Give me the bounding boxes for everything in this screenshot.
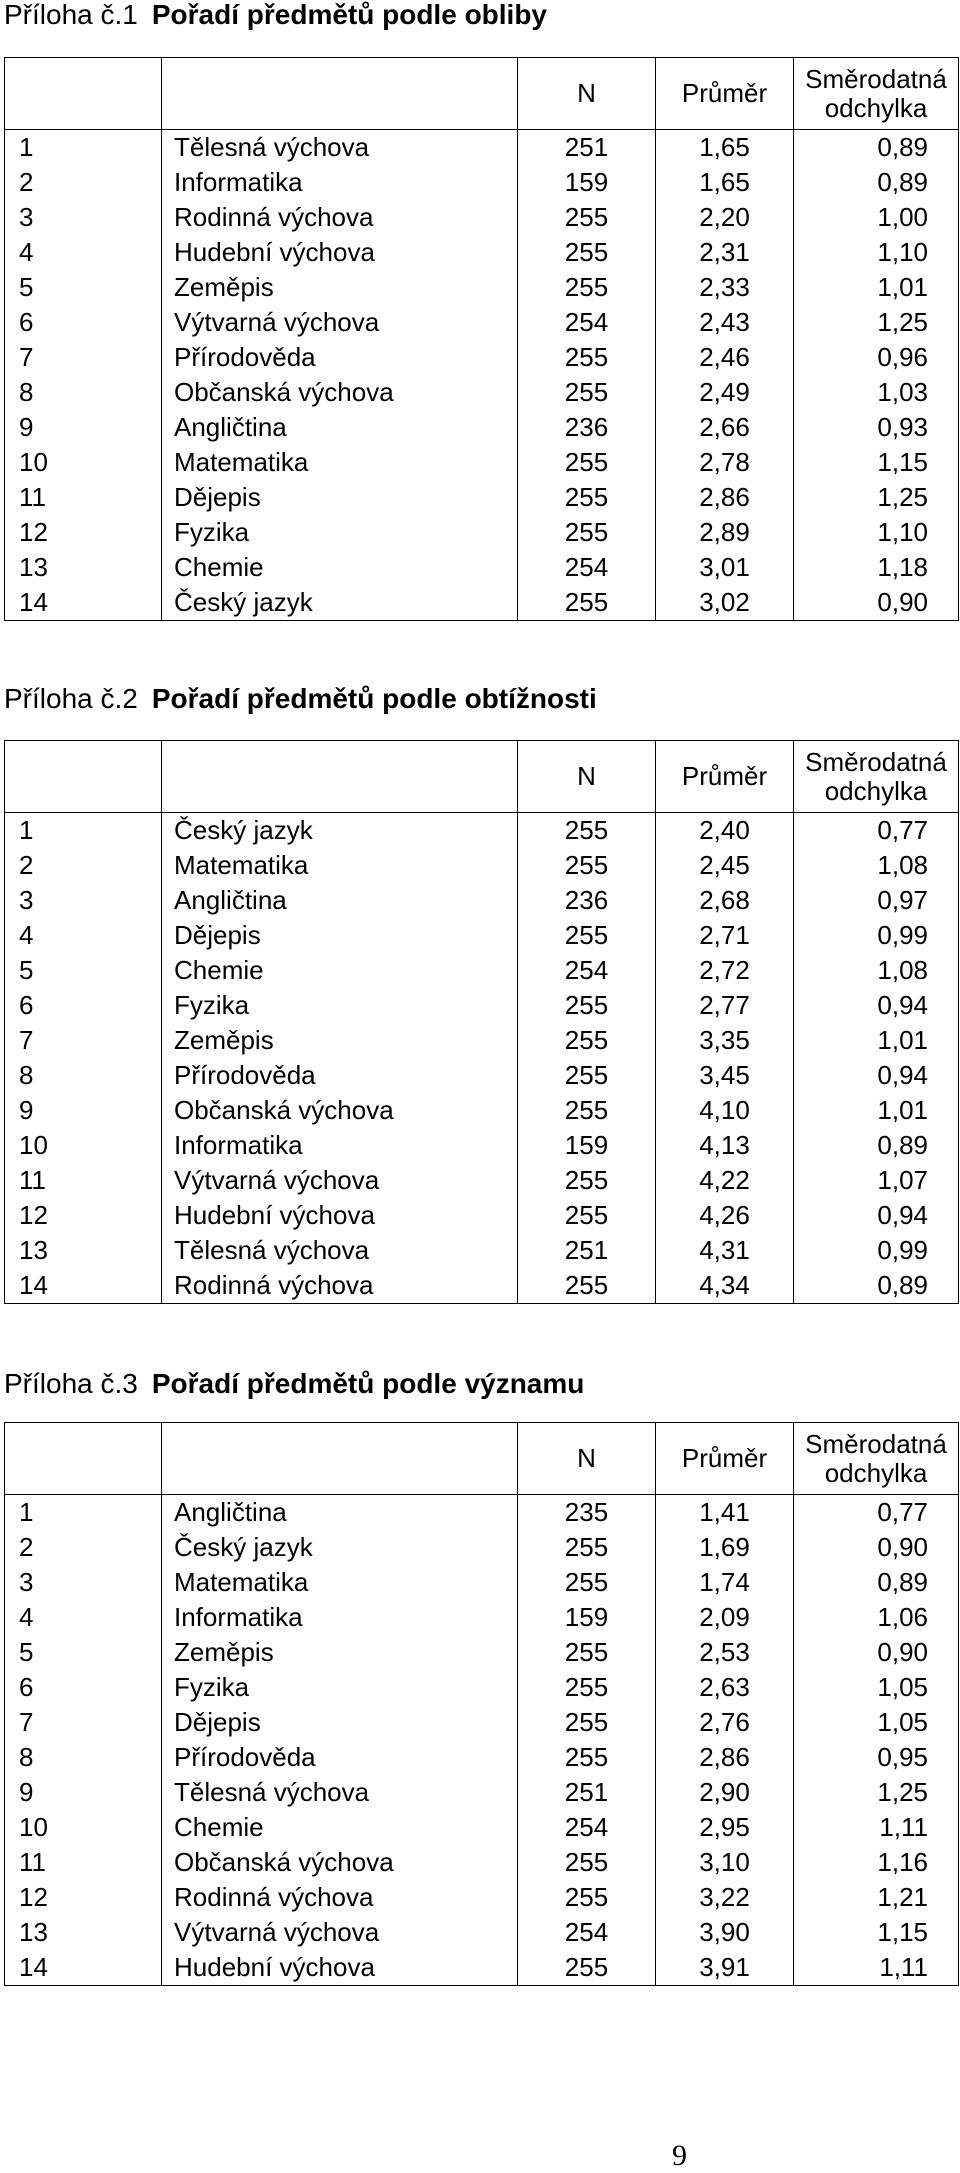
- sd-cell: 1,01: [794, 270, 959, 305]
- mean-cell: 2,40: [656, 813, 794, 849]
- rank-cell: 5: [5, 953, 162, 988]
- table-row: [5, 585, 959, 621]
- subject-cell: Chemie: [162, 953, 518, 988]
- sd-cell: 1,25: [794, 480, 959, 515]
- table-header-row: [5, 58, 959, 130]
- sd-cell: 1,05: [794, 1705, 959, 1740]
- n-cell: 255: [518, 1845, 656, 1880]
- n-cell: 251: [518, 130, 656, 166]
- table-row: [5, 1880, 959, 1915]
- mean-cell: 1,69: [656, 1530, 794, 1565]
- sd-cell: 0,77: [794, 813, 959, 849]
- n-cell: 254: [518, 550, 656, 585]
- table-row: [5, 235, 959, 270]
- mean-cell: 2,72: [656, 953, 794, 988]
- table-header-row: [5, 741, 959, 813]
- rank-cell: 4: [5, 235, 162, 270]
- section-heading: Pořadí předmětů podle obtížnosti: [151, 683, 597, 714]
- sd-cell: 1,18: [794, 550, 959, 585]
- sd-cell: 0,89: [794, 1268, 959, 1304]
- sd-cell: 0,94: [794, 1198, 959, 1233]
- n-cell: 159: [518, 165, 656, 200]
- mean-cell: 4,26: [656, 1198, 794, 1233]
- n-cell: 255: [518, 1268, 656, 1304]
- sd-cell: 0,89: [794, 165, 959, 200]
- page-number: 9: [672, 2139, 687, 2172]
- sd-cell: 1,10: [794, 515, 959, 550]
- rank-cell: 1: [5, 1495, 162, 1531]
- mean-cell: 2,86: [656, 480, 794, 515]
- header-n: N: [518, 1423, 656, 1495]
- subject-cell: Tělesná výchova: [162, 1233, 518, 1268]
- n-cell: 255: [518, 515, 656, 550]
- rank-cell: 7: [5, 1023, 162, 1058]
- rank-cell: 12: [5, 1198, 162, 1233]
- subject-cell: Český jazyk: [162, 813, 518, 849]
- subject-cell: Angličtina: [162, 1495, 518, 1531]
- mean-cell: 2,31: [656, 235, 794, 270]
- header-sd-line1: Směrodatná: [805, 746, 947, 777]
- table-row: [5, 1565, 959, 1600]
- sd-cell: 0,99: [794, 918, 959, 953]
- sd-cell: 0,95: [794, 1740, 959, 1775]
- subject-cell: Zeměpis: [162, 1635, 518, 1670]
- rank-cell: 14: [5, 1950, 162, 1986]
- subject-cell: Hudební výchova: [162, 1950, 518, 1986]
- n-cell: 255: [518, 1705, 656, 1740]
- table-row: [5, 1845, 959, 1880]
- table-row: [5, 1268, 959, 1304]
- table-row: [5, 1740, 959, 1775]
- mean-cell: 2,09: [656, 1600, 794, 1635]
- n-cell: 255: [518, 585, 656, 621]
- rank-cell: 10: [5, 1810, 162, 1845]
- mean-cell: 3,90: [656, 1915, 794, 1950]
- table-row: [5, 515, 959, 550]
- n-cell: 255: [518, 340, 656, 375]
- subject-cell: Informatika: [162, 1128, 518, 1163]
- subject-cell: Výtvarná výchova: [162, 305, 518, 340]
- sd-cell: 1,15: [794, 1915, 959, 1950]
- section-title-2: [4, 682, 597, 716]
- rank-cell: 3: [5, 883, 162, 918]
- subject-cell: Rodinná výchova: [162, 200, 518, 235]
- mean-cell: 4,34: [656, 1268, 794, 1304]
- subject-cell: Hudební výchova: [162, 1198, 518, 1233]
- n-cell: 236: [518, 410, 656, 445]
- rank-cell: 13: [5, 1915, 162, 1950]
- n-cell: 255: [518, 270, 656, 305]
- table-row: [5, 550, 959, 585]
- n-cell: 159: [518, 1600, 656, 1635]
- n-cell: 235: [518, 1495, 656, 1531]
- table-row: [5, 1705, 959, 1740]
- mean-cell: 2,86: [656, 1740, 794, 1775]
- header-n: N: [518, 58, 656, 130]
- sd-cell: 0,94: [794, 1058, 959, 1093]
- table-row: [5, 375, 959, 410]
- subject-cell: Český jazyk: [162, 585, 518, 621]
- sd-cell: 1,05: [794, 1670, 959, 1705]
- appendix-label: Příloha č.3: [4, 1368, 138, 1399]
- subject-cell: Výtvarná výchova: [162, 1915, 518, 1950]
- subject-cell: Rodinná výchova: [162, 1268, 518, 1304]
- mean-cell: 4,31: [656, 1233, 794, 1268]
- header-empty-cell: [162, 58, 518, 130]
- n-cell: 255: [518, 480, 656, 515]
- mean-cell: 4,10: [656, 1093, 794, 1128]
- subject-cell: Výtvarná výchova: [162, 1163, 518, 1198]
- table-row: [5, 410, 959, 445]
- subject-cell: Český jazyk: [162, 1530, 518, 1565]
- sd-cell: 0,90: [794, 1635, 959, 1670]
- subject-cell: Informatika: [162, 165, 518, 200]
- n-cell: 255: [518, 1950, 656, 1986]
- subject-cell: Přírodověda: [162, 1058, 518, 1093]
- sd-cell: 0,96: [794, 340, 959, 375]
- sd-cell: 1,21: [794, 1880, 959, 1915]
- rank-cell: 14: [5, 1268, 162, 1304]
- table-row: [5, 1128, 959, 1163]
- n-cell: 255: [518, 375, 656, 410]
- mean-cell: 2,77: [656, 988, 794, 1023]
- table-row: [5, 340, 959, 375]
- n-cell: 255: [518, 1670, 656, 1705]
- header-sd: [794, 1423, 959, 1495]
- table-row: [5, 1670, 959, 1705]
- n-cell: 255: [518, 200, 656, 235]
- mean-cell: 2,33: [656, 270, 794, 305]
- section-title-1: [4, 0, 547, 32]
- rank-cell: 11: [5, 1845, 162, 1880]
- table-row: [5, 200, 959, 235]
- sd-cell: 1,01: [794, 1023, 959, 1058]
- section-heading: Pořadí předmětů podle významu: [151, 1368, 585, 1399]
- table-row: [5, 1635, 959, 1670]
- subject-cell: Angličtina: [162, 883, 518, 918]
- header-empty-cell: [5, 58, 162, 130]
- table-row: [5, 953, 959, 988]
- n-cell: 236: [518, 883, 656, 918]
- subject-cell: Hudební výchova: [162, 235, 518, 270]
- sd-cell: 0,90: [794, 1530, 959, 1565]
- subject-cell: Matematika: [162, 1565, 518, 1600]
- mean-cell: 2,49: [656, 375, 794, 410]
- n-cell: 251: [518, 1775, 656, 1810]
- rank-cell: 7: [5, 340, 162, 375]
- stats-table-popularity: [4, 57, 959, 621]
- table-row: [5, 918, 959, 953]
- rank-cell: 1: [5, 813, 162, 849]
- subject-cell: Angličtina: [162, 410, 518, 445]
- sd-cell: 1,03: [794, 375, 959, 410]
- subject-cell: Občanská výchova: [162, 1845, 518, 1880]
- n-cell: 254: [518, 953, 656, 988]
- n-cell: 255: [518, 1093, 656, 1128]
- n-cell: 254: [518, 305, 656, 340]
- rank-cell: 8: [5, 1058, 162, 1093]
- sd-cell: 1,25: [794, 1775, 959, 1810]
- table-row: [5, 813, 959, 849]
- mean-cell: 2,53: [656, 1635, 794, 1670]
- mean-cell: 3,91: [656, 1950, 794, 1986]
- sd-cell: 0,89: [794, 1128, 959, 1163]
- rank-cell: 1: [5, 130, 162, 166]
- rank-cell: 2: [5, 165, 162, 200]
- header-sd-line2: odchylka: [824, 1457, 928, 1488]
- mean-cell: 1,41: [656, 1495, 794, 1531]
- rank-cell: 8: [5, 1740, 162, 1775]
- sd-cell: 1,16: [794, 1845, 959, 1880]
- header-n: N: [518, 741, 656, 813]
- mean-cell: 2,66: [656, 410, 794, 445]
- rank-cell: 12: [5, 515, 162, 550]
- n-cell: 255: [518, 1635, 656, 1670]
- mean-cell: 3,35: [656, 1023, 794, 1058]
- table-row: [5, 848, 959, 883]
- mean-cell: 3,02: [656, 585, 794, 621]
- subject-cell: Matematika: [162, 848, 518, 883]
- n-cell: 255: [518, 988, 656, 1023]
- appendix-label: Příloha č.1: [4, 0, 138, 30]
- table-row: [5, 1233, 959, 1268]
- rank-cell: 6: [5, 1670, 162, 1705]
- rank-cell: 13: [5, 1233, 162, 1268]
- mean-cell: 2,76: [656, 1705, 794, 1740]
- sd-cell: 1,25: [794, 305, 959, 340]
- n-cell: 251: [518, 1233, 656, 1268]
- sd-cell: 0,94: [794, 988, 959, 1023]
- rank-cell: 3: [5, 200, 162, 235]
- mean-cell: 2,78: [656, 445, 794, 480]
- table-row: [5, 1093, 959, 1128]
- subject-cell: Informatika: [162, 1600, 518, 1635]
- sd-cell: 1,01: [794, 1093, 959, 1128]
- header-mean: Průměr: [656, 58, 794, 130]
- subject-cell: Přírodověda: [162, 1740, 518, 1775]
- section-heading: Pořadí předmětů podle obliby: [151, 0, 548, 30]
- mean-cell: 3,45: [656, 1058, 794, 1093]
- rank-cell: 14: [5, 585, 162, 621]
- mean-cell: 4,22: [656, 1163, 794, 1198]
- sd-cell: 1,15: [794, 445, 959, 480]
- table-row: [5, 1915, 959, 1950]
- mean-cell: 1,65: [656, 165, 794, 200]
- rank-cell: 11: [5, 1163, 162, 1198]
- subject-cell: Přírodověda: [162, 340, 518, 375]
- subject-cell: Zeměpis: [162, 1023, 518, 1058]
- table-row: [5, 1058, 959, 1093]
- table-row: [5, 883, 959, 918]
- mean-cell: 2,89: [656, 515, 794, 550]
- table-row: [5, 480, 959, 515]
- rank-cell: 2: [5, 848, 162, 883]
- subject-cell: Tělesná výchova: [162, 1775, 518, 1810]
- appendix-label: Příloha č.2: [4, 683, 138, 714]
- mean-cell: 4,13: [656, 1128, 794, 1163]
- header-sd-line2: odchylka: [824, 775, 928, 806]
- n-cell: 254: [518, 1915, 656, 1950]
- sd-cell: 0,89: [794, 130, 959, 166]
- stats-table-importance: [4, 1422, 959, 1986]
- subject-cell: Fyzika: [162, 515, 518, 550]
- table-row: [5, 1023, 959, 1058]
- rank-cell: 9: [5, 1093, 162, 1128]
- n-cell: 255: [518, 1023, 656, 1058]
- mean-cell: 1,74: [656, 1565, 794, 1600]
- subject-cell: Dějepis: [162, 918, 518, 953]
- table-row: [5, 305, 959, 340]
- table-row: [5, 1810, 959, 1845]
- n-cell: 159: [518, 1128, 656, 1163]
- sd-cell: 0,99: [794, 1233, 959, 1268]
- mean-cell: 2,95: [656, 1810, 794, 1845]
- rank-cell: 13: [5, 550, 162, 585]
- header-empty-cell: [5, 1423, 162, 1495]
- table-row: [5, 165, 959, 200]
- sd-cell: 1,11: [794, 1810, 959, 1845]
- rank-cell: 6: [5, 988, 162, 1023]
- n-cell: 255: [518, 1058, 656, 1093]
- rank-cell: 6: [5, 305, 162, 340]
- sd-cell: 1,06: [794, 1600, 959, 1635]
- table-row: [5, 1775, 959, 1810]
- sd-cell: 1,08: [794, 848, 959, 883]
- mean-cell: 3,22: [656, 1880, 794, 1915]
- rank-cell: 9: [5, 1775, 162, 1810]
- rank-cell: 9: [5, 410, 162, 445]
- sd-cell: 1,08: [794, 953, 959, 988]
- n-cell: 255: [518, 1880, 656, 1915]
- mean-cell: 1,65: [656, 130, 794, 166]
- sd-cell: 1,07: [794, 1163, 959, 1198]
- header-empty-cell: [162, 741, 518, 813]
- table-row: [5, 1600, 959, 1635]
- table-row: [5, 1198, 959, 1233]
- stats-table-difficulty: [4, 740, 959, 1304]
- rank-cell: 7: [5, 1705, 162, 1740]
- mean-cell: 2,90: [656, 1775, 794, 1810]
- table-row: [5, 270, 959, 305]
- sd-cell: 1,00: [794, 200, 959, 235]
- header-empty-cell: [5, 741, 162, 813]
- rank-cell: 4: [5, 1600, 162, 1635]
- table-row: [5, 445, 959, 480]
- sd-cell: 0,77: [794, 1495, 959, 1531]
- subject-cell: Dějepis: [162, 1705, 518, 1740]
- subject-cell: Fyzika: [162, 1670, 518, 1705]
- mean-cell: 2,46: [656, 340, 794, 375]
- table-row: [5, 1530, 959, 1565]
- header-sd: [794, 58, 959, 130]
- n-cell: 255: [518, 918, 656, 953]
- sd-cell: 0,97: [794, 883, 959, 918]
- rank-cell: 10: [5, 445, 162, 480]
- table-row: [5, 988, 959, 1023]
- subject-cell: Zeměpis: [162, 270, 518, 305]
- sd-cell: 1,10: [794, 235, 959, 270]
- rank-cell: 2: [5, 1530, 162, 1565]
- mean-cell: 2,20: [656, 200, 794, 235]
- mean-cell: 2,71: [656, 918, 794, 953]
- subject-cell: Občanská výchova: [162, 375, 518, 410]
- mean-cell: 2,43: [656, 305, 794, 340]
- rank-cell: 5: [5, 270, 162, 305]
- n-cell: 255: [518, 445, 656, 480]
- mean-cell: 3,10: [656, 1845, 794, 1880]
- n-cell: 255: [518, 1740, 656, 1775]
- n-cell: 255: [518, 235, 656, 270]
- rank-cell: 4: [5, 918, 162, 953]
- n-cell: 255: [518, 1198, 656, 1233]
- header-mean: Průměr: [656, 741, 794, 813]
- subject-cell: Chemie: [162, 1810, 518, 1845]
- sd-cell: 0,89: [794, 1565, 959, 1600]
- table-row: [5, 1495, 959, 1531]
- subject-cell: Matematika: [162, 445, 518, 480]
- rank-cell: 5: [5, 1635, 162, 1670]
- subject-cell: Dějepis: [162, 480, 518, 515]
- section-title-3: [4, 1367, 584, 1401]
- table-header-row: [5, 1423, 959, 1495]
- header-mean: Průměr: [656, 1423, 794, 1495]
- subject-cell: Občanská výchova: [162, 1093, 518, 1128]
- n-cell: 255: [518, 1565, 656, 1600]
- n-cell: 254: [518, 1810, 656, 1845]
- n-cell: 255: [518, 1530, 656, 1565]
- subject-cell: Fyzika: [162, 988, 518, 1023]
- subject-cell: Tělesná výchova: [162, 130, 518, 166]
- rank-cell: 12: [5, 1880, 162, 1915]
- table-row: [5, 1163, 959, 1198]
- sd-cell: 0,93: [794, 410, 959, 445]
- table-row: [5, 1950, 959, 1986]
- rank-cell: 8: [5, 375, 162, 410]
- header-sd-line1: Směrodatná: [805, 63, 947, 94]
- subject-cell: Chemie: [162, 550, 518, 585]
- rank-cell: 3: [5, 1565, 162, 1600]
- sd-cell: 0,90: [794, 585, 959, 621]
- header-sd: [794, 741, 959, 813]
- n-cell: 255: [518, 813, 656, 849]
- n-cell: 255: [518, 1163, 656, 1198]
- mean-cell: 2,68: [656, 883, 794, 918]
- n-cell: 255: [518, 848, 656, 883]
- header-empty-cell: [162, 1423, 518, 1495]
- header-sd-line2: odchylka: [824, 92, 928, 123]
- sd-cell: 1,11: [794, 1950, 959, 1986]
- mean-cell: 3,01: [656, 550, 794, 585]
- subject-cell: Rodinná výchova: [162, 1880, 518, 1915]
- mean-cell: 2,45: [656, 848, 794, 883]
- table-row: [5, 130, 959, 166]
- mean-cell: 2,63: [656, 1670, 794, 1705]
- header-sd-line1: Směrodatná: [805, 1428, 947, 1459]
- rank-cell: 10: [5, 1128, 162, 1163]
- rank-cell: 11: [5, 480, 162, 515]
